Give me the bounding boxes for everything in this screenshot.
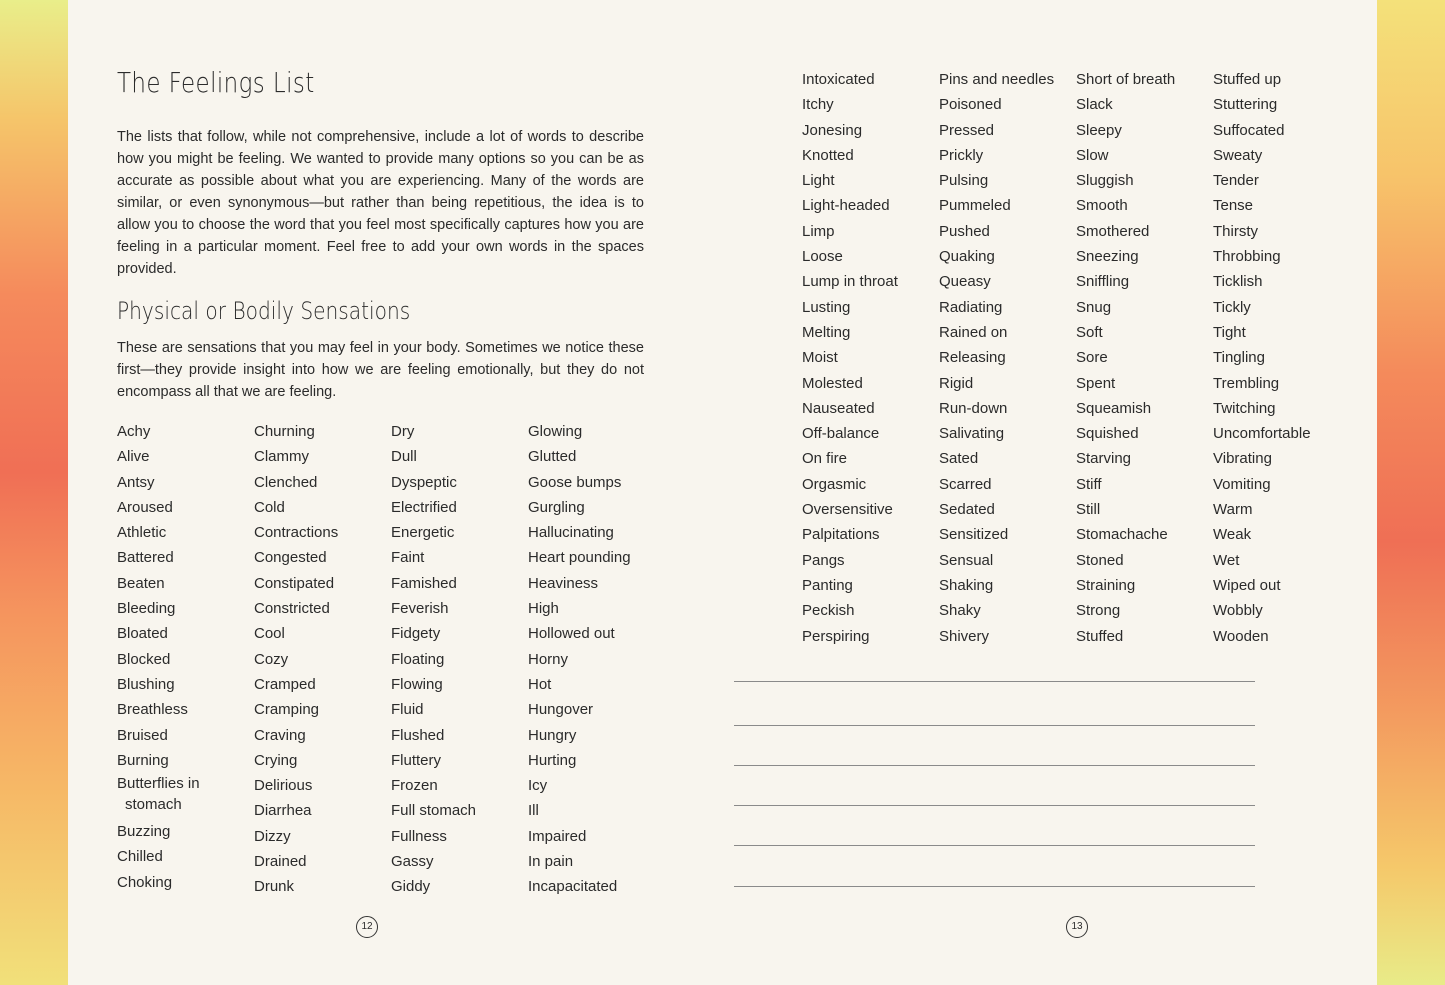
list-item: Salivating <box>939 425 1005 443</box>
list-item-line-1: Butterflies in <box>117 775 200 793</box>
list-item: High <box>528 600 559 618</box>
list-item: Drunk <box>254 878 295 896</box>
list-item: Choking <box>117 873 173 891</box>
list-item: Palpitations <box>802 526 880 544</box>
write-in-line[interactable] <box>734 805 1255 806</box>
list-item: Rigid <box>939 374 974 392</box>
list-item: Delirious <box>254 777 313 795</box>
list-item: Moist <box>802 349 838 367</box>
list-item: Icy <box>528 777 548 795</box>
list-item: Radiating <box>939 298 1003 316</box>
list-item: Strong <box>1076 602 1121 620</box>
list-item: Constipated <box>254 574 335 592</box>
word-column-1 <box>117 419 200 895</box>
list-item: Gassy <box>391 853 434 871</box>
write-in-line[interactable] <box>734 886 1255 887</box>
list-item: Pummeled <box>939 197 1011 215</box>
list-item: Lump in throat <box>802 273 898 291</box>
list-item: Flowing <box>391 675 443 693</box>
list-item: Squeamish <box>1076 399 1152 417</box>
list-item: Cramping <box>254 701 320 719</box>
list-item: Squished <box>1076 425 1139 443</box>
list-item: Trembling <box>1213 374 1280 392</box>
list-item: Tight <box>1213 323 1246 341</box>
list-item: Sneezing <box>1076 248 1139 266</box>
word-column-6 <box>939 67 1054 649</box>
list-item: Sniffling <box>1076 273 1130 291</box>
list-item: Suffocated <box>1213 121 1285 139</box>
list-item: Wooden <box>1213 627 1269 645</box>
list-item: Loose <box>802 248 843 266</box>
list-item: Lusting <box>802 298 851 316</box>
list-item: On fire <box>802 450 848 468</box>
list-item: Smothered <box>1076 222 1150 240</box>
list-item: Tender <box>1213 172 1259 190</box>
list-item: Melting <box>802 323 851 341</box>
list-item: Rained on <box>939 323 1008 341</box>
list-item: Feverish <box>391 600 449 618</box>
list-item: Orgasmic <box>802 475 867 493</box>
list-item: Heaviness <box>528 574 599 592</box>
list-item: Drained <box>254 853 307 871</box>
list-item: Quaking <box>939 248 995 266</box>
list-item: Electrified <box>391 498 457 516</box>
section-paragraph: These are sensations that you may feel in your body. Sometimes we notice these first—they provide insight into how we are feeling emotionally, but they do not encompass all that we are feeling. <box>117 340 644 400</box>
list-item: Goose bumps <box>528 473 622 491</box>
list-item: Dry <box>391 423 415 440</box>
list-item: Jonesing <box>802 121 863 139</box>
list-item: Diarrhea <box>254 802 312 820</box>
list-item: Poisoned <box>939 96 1002 114</box>
page-number: 13 <box>1066 916 1088 938</box>
list-item: Stuffed up <box>1213 71 1282 88</box>
list-item: Molested <box>802 374 863 392</box>
list-item: Limp <box>802 222 835 240</box>
list-item: Dyspeptic <box>391 473 457 491</box>
list-item: Starving <box>1076 450 1132 468</box>
list-item: Releasing <box>939 349 1006 367</box>
list-item: Buzzing <box>117 823 171 841</box>
list-item: Hungry <box>528 726 577 744</box>
list-item: Shivery <box>939 627 990 645</box>
list-item: Faint <box>391 549 425 567</box>
list-item: Stomachache <box>1076 526 1168 544</box>
list-item: Short of breath <box>1076 71 1176 88</box>
list-item: Slow <box>1076 146 1109 164</box>
list-item: Nauseated <box>802 399 875 417</box>
list-item: Dizzy <box>254 827 291 845</box>
word-column-3 <box>391 419 476 900</box>
list-item: Pushed <box>939 222 990 240</box>
list-item: Sated <box>939 450 979 468</box>
list-item: Warm <box>1213 501 1253 519</box>
list-item: Horny <box>528 650 569 668</box>
watercolor-border-left <box>0 0 70 985</box>
list-item: Athletic <box>117 524 167 542</box>
word-column-7 <box>1076 67 1175 649</box>
list-item: Alive <box>117 448 150 466</box>
list-item: Intoxicated <box>802 71 875 88</box>
list-item: Tickly <box>1213 298 1251 316</box>
word-column-2 <box>254 419 338 900</box>
write-in-line[interactable] <box>734 845 1255 846</box>
list-item: Tingling <box>1213 349 1265 367</box>
list-item: Weak <box>1213 526 1252 544</box>
list-item: Dull <box>391 448 417 466</box>
list-item: Oversensitive <box>802 501 893 519</box>
list-item: Still <box>1076 501 1101 519</box>
list-item: Energetic <box>391 524 455 542</box>
list-item: Floating <box>391 650 445 668</box>
list-item: Shaky <box>939 602 981 620</box>
list-item: Scarred <box>939 475 992 493</box>
list-item: Sensual <box>939 551 994 569</box>
list-item: Run-down <box>939 399 1008 417</box>
list-item: Stuffed <box>1076 627 1124 645</box>
list-item: Soft <box>1076 323 1103 341</box>
list-item: Hurting <box>528 751 577 769</box>
list-item: Pulsing <box>939 172 989 190</box>
intro-paragraph: The lists that follow, while not comprehensive, include a lot of words to describe how you might be feeling. We wanted to provide many options so you can be as accurate as possible about what you are experiencing. Many of the words are similar, or even synonymous—but rather than being repetitious, the idea is to allow you to choose the word that you feel most specifically captures how you are feeling in a particular moment. Feel free to add your own words in the spaces provided. <box>117 129 644 277</box>
list-item: Queasy <box>939 273 991 291</box>
list-item: Contractions <box>254 524 339 542</box>
list-item: Chilled <box>117 848 163 866</box>
right-page <box>723 0 1377 985</box>
page-number: 12 <box>356 916 378 938</box>
list-item: Hollowed out <box>528 625 615 643</box>
list-item: Wobbly <box>1213 602 1263 620</box>
list-item: Stiff <box>1076 475 1102 493</box>
write-in-line[interactable] <box>734 765 1255 766</box>
list-item: Full stomach <box>391 802 477 820</box>
list-item: Glutted <box>528 448 577 466</box>
list-item: Perspiring <box>802 627 870 645</box>
list-item: Thirsty <box>1213 222 1258 240</box>
list-item: Straining <box>1076 576 1136 594</box>
list-item: Battered <box>117 549 174 567</box>
list-item: Knotted <box>802 146 854 164</box>
list-item: Congested <box>254 549 327 567</box>
list-item: Famished <box>391 574 457 592</box>
list-item <box>117 773 200 819</box>
list-item: Itchy <box>802 96 834 114</box>
list-item: Constricted <box>254 600 330 618</box>
list-item: Twitching <box>1213 399 1276 417</box>
list-item: Beaten <box>117 574 165 592</box>
list-item: Craving <box>254 726 306 744</box>
list-item: Stoned <box>1076 551 1124 569</box>
list-item: Achy <box>117 423 151 440</box>
list-item: Slack <box>1076 96 1113 114</box>
watercolor-border-right <box>1375 0 1445 985</box>
list-item: Incapacitated <box>528 878 618 896</box>
list-item: Smooth <box>1076 197 1128 215</box>
list-item: Fluttery <box>391 751 442 769</box>
list-item: Hungover <box>528 701 594 719</box>
list-item: Aroused <box>117 498 173 516</box>
list-item: Panting <box>802 576 853 594</box>
page-title: The Feelings List <box>117 66 315 99</box>
list-item: In pain <box>528 853 574 871</box>
list-item: Wiped out <box>1213 576 1281 594</box>
list-item: Clammy <box>254 448 309 466</box>
list-item: Sleepy <box>1076 121 1122 139</box>
list-item: Stuttering <box>1213 96 1278 114</box>
list-item: Frozen <box>391 777 438 795</box>
list-item: Fullness <box>391 827 447 845</box>
list-item: Fidgety <box>391 625 441 643</box>
list-item: Heart pounding <box>528 549 631 567</box>
list-item: Crying <box>254 751 298 769</box>
list-item: Throbbing <box>1213 248 1281 266</box>
list-item: Glowing <box>528 423 583 440</box>
list-item: Hot <box>528 675 552 693</box>
list-item: Pressed <box>939 121 995 139</box>
list-item: Sluggish <box>1076 172 1134 190</box>
list-item: Burning <box>117 751 169 769</box>
write-in-line[interactable] <box>734 681 1255 682</box>
list-item: Blushing <box>117 675 175 693</box>
word-column-8 <box>1213 67 1311 649</box>
list-item: Gurgling <box>528 498 585 516</box>
list-item: Vibrating <box>1213 450 1272 468</box>
list-item: Pangs <box>802 551 845 569</box>
list-item: Uncomfortable <box>1213 425 1311 443</box>
list-item-line-2: stomach <box>125 796 182 814</box>
list-item: Bleeding <box>117 600 176 618</box>
list-item: Fluid <box>391 701 424 719</box>
list-item: Blocked <box>117 650 171 668</box>
section-title: Physical or Bodily Sensations <box>117 297 411 325</box>
list-item: Sedated <box>939 501 995 519</box>
left-page <box>68 0 723 985</box>
list-item: Cool <box>254 625 285 643</box>
list-item: Wet <box>1213 551 1240 569</box>
list-item: Light-headed <box>802 197 890 215</box>
list-item: Pins and needles <box>939 71 1055 88</box>
list-item: Clenched <box>254 473 318 491</box>
list-item: Sore <box>1076 349 1108 367</box>
list-item: Flushed <box>391 726 445 744</box>
list-item: Impaired <box>528 827 587 845</box>
list-item: Shaking <box>939 576 994 594</box>
list-item: Snug <box>1076 298 1112 316</box>
list-item: Off-balance <box>802 425 880 443</box>
list-item: Giddy <box>391 878 431 896</box>
list-item: Cramped <box>254 675 316 693</box>
list-item: Light <box>802 172 835 190</box>
list-item: Cold <box>254 498 285 516</box>
list-item: Sweaty <box>1213 146 1263 164</box>
list-item: Bruised <box>117 726 168 744</box>
list-item: Spent <box>1076 374 1116 392</box>
book-spread <box>68 0 1377 985</box>
list-item: Cozy <box>254 650 289 668</box>
list-item: Prickly <box>939 146 984 164</box>
list-item: Tense <box>1213 197 1254 215</box>
list-item: Ticklish <box>1213 273 1263 291</box>
word-column-5 <box>802 67 898 649</box>
list-item: Sensitized <box>939 526 1009 544</box>
list-item: Bloated <box>117 625 168 643</box>
list-item: Breathless <box>117 701 188 719</box>
list-item: Antsy <box>117 473 155 491</box>
list-item: Vomiting <box>1213 475 1271 493</box>
list-item: Hallucinating <box>528 524 614 542</box>
list-item: Peckish <box>802 602 855 620</box>
word-column-4 <box>528 419 631 900</box>
list-item: Churning <box>254 423 315 440</box>
list-item: Ill <box>528 802 539 820</box>
write-in-line[interactable] <box>734 725 1255 726</box>
